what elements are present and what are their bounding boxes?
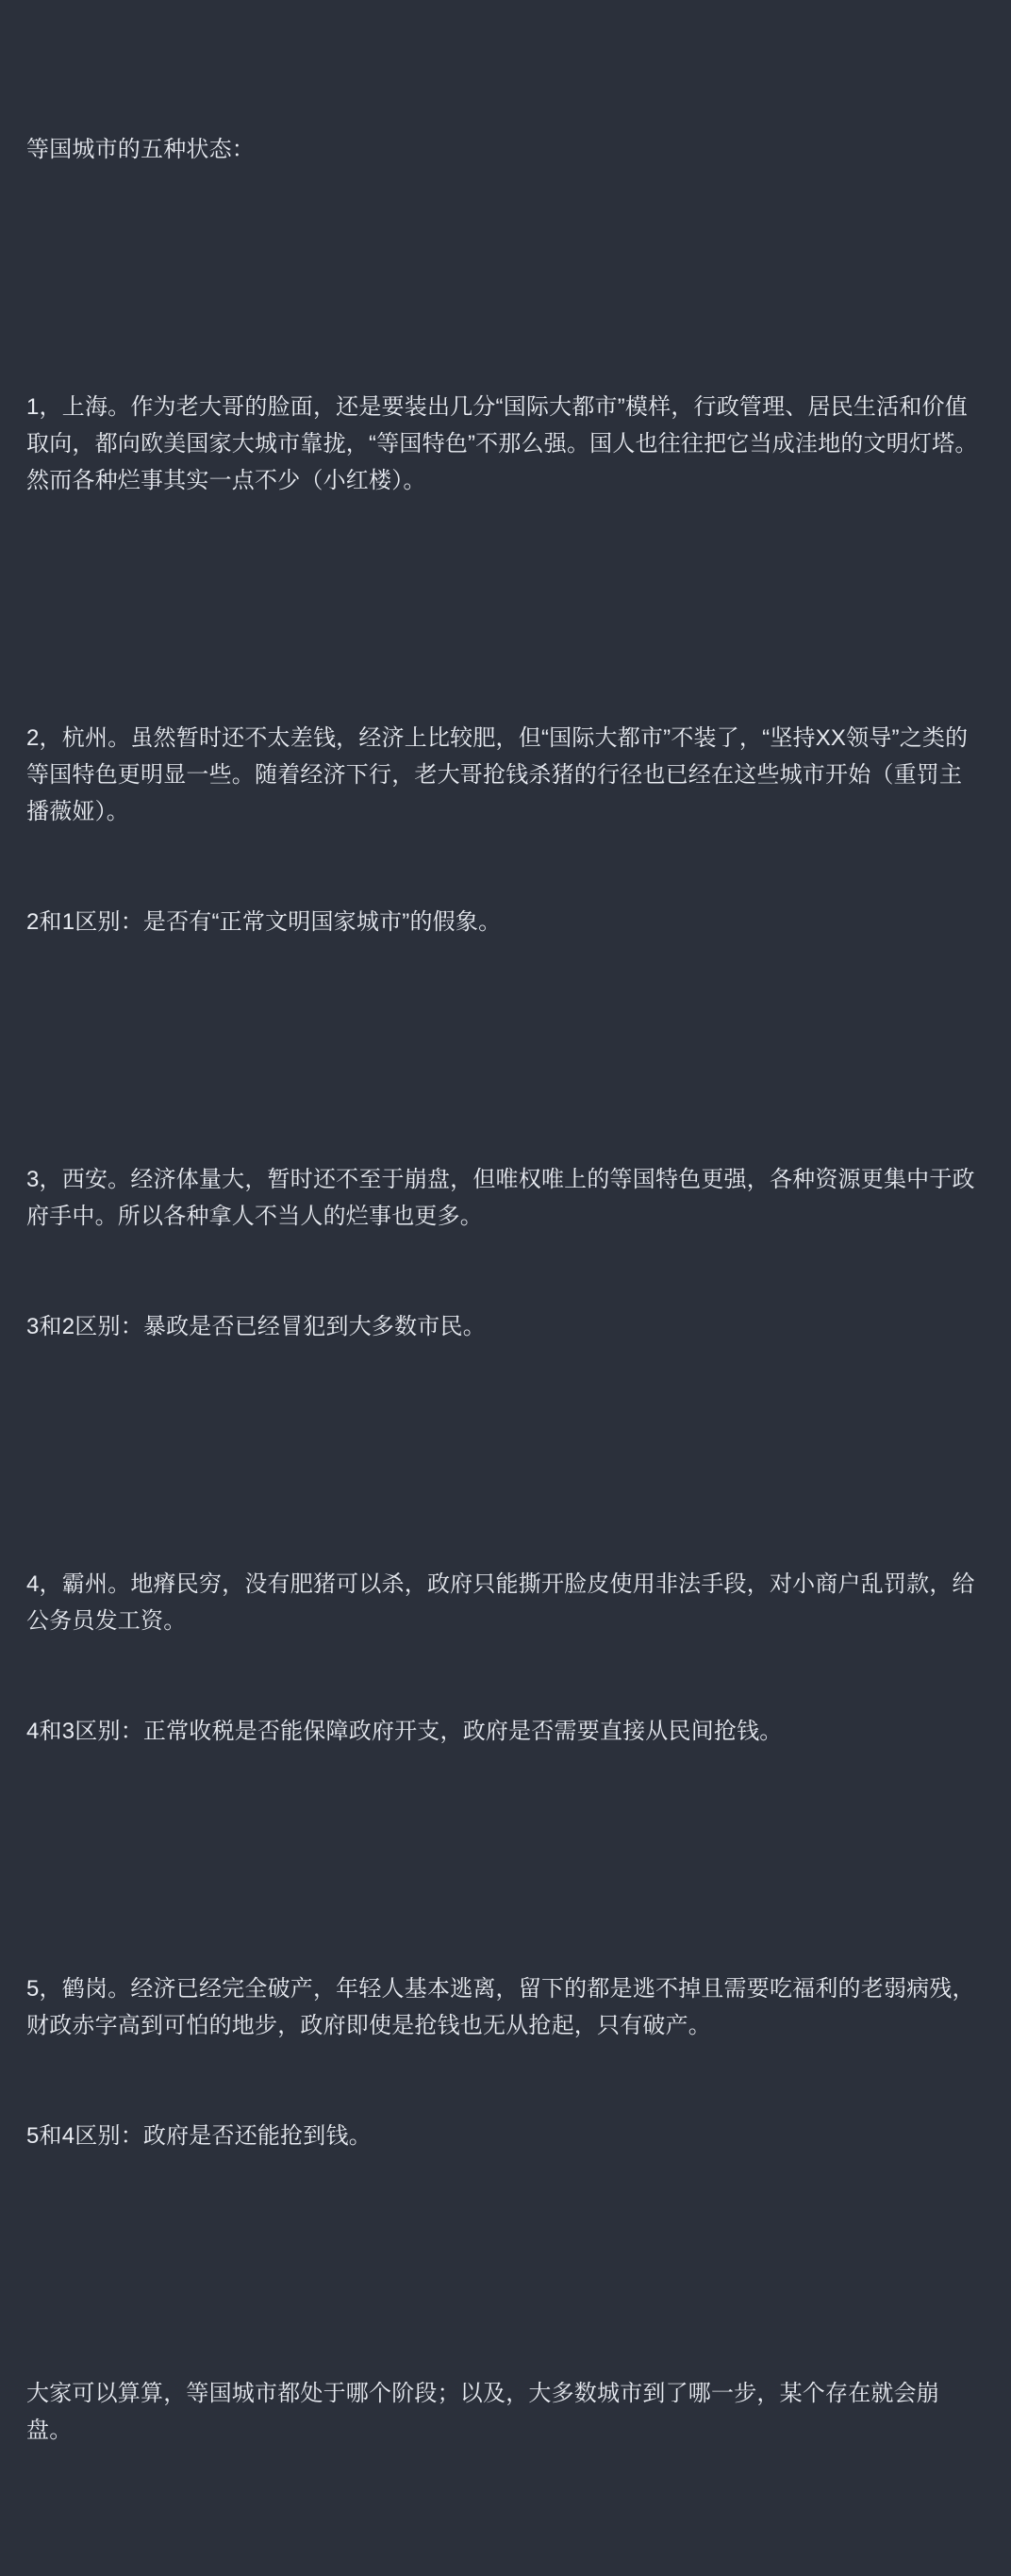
list-item-hangzhou: 2，杭州。虽然暂时还不太差钱，经济上比较肥，但“国际大都市”不装了，“坚持XX领导”之类的等国特色更明显一些。随着经济下行，老大哥抢钱杀猪的行径也已经在这些城市开始（重罚主播薇娅）。 (26, 725, 969, 824)
paragraph-spacer (26, 1419, 985, 1455)
list-item-bazhou: 4，霸州。地瘠民穷，没有肥猪可以杀，政府只能撕开脸皮使用非法手段，对小商户乱罚款，给公务员发工资。 (26, 1571, 975, 1634)
list-item-xian-difference: 3和2区别：暴政是否已经冒犯到大多数市民。 (26, 1314, 486, 1339)
page-title: 等国城市的五种状态： (26, 137, 255, 162)
list-item-xian: 3，西安。经济体量大，暂时还不至于崩盘，但唯权唯上的等国特色更强，各种资源更集中于政府手中。所以各种拿人不当人的烂事也更多。 (26, 1167, 975, 1229)
list-item-hegang-difference: 5和4区别：政府是否还能抢到钱。 (26, 2123, 372, 2149)
list-item-shanghai: 1，上海。作为老大哥的脸面，还是要装出几分“国际大都市”模样，行政管理、居民生活和价值取向，都向欧美国家大城市靠拢，“等国特色”不那么强。国人也往往把它当成洼地的文明灯塔。然而各种烂事其实一点不少（小红楼）。 (26, 394, 978, 493)
paragraph-spacer (26, 2228, 985, 2265)
paragraph-spacer (26, 573, 985, 609)
conclusion-paragraph: 大家可以算算，等国城市都处于哪个阶段；以及，大多数城市到了哪一步，某个存在就会崩盘。 (26, 2381, 939, 2443)
list-item-bazhou-difference: 4和3区别：正常收税是否能保障政府开支，政府是否需要直接从民间抢钱。 (26, 1719, 783, 1744)
paragraph-spacer (26, 1014, 985, 1051)
paragraph-spacer (26, 1823, 985, 1860)
list-item-hangzhou-difference: 2和1区别：是否有“正常文明国家城市”的假象。 (26, 909, 502, 935)
post-body (26, 21, 985, 2559)
paragraph-spacer (26, 241, 985, 278)
list-item-hegang: 5，鹤岗。经济已经完全破产，年轻人基本逃离，留下的都是逃不掉且需要吃福利的老弱病残，财政赤字高到可怕的地步，政府即使是抢钱也无从抢起，只有破产。 (26, 1976, 975, 2038)
